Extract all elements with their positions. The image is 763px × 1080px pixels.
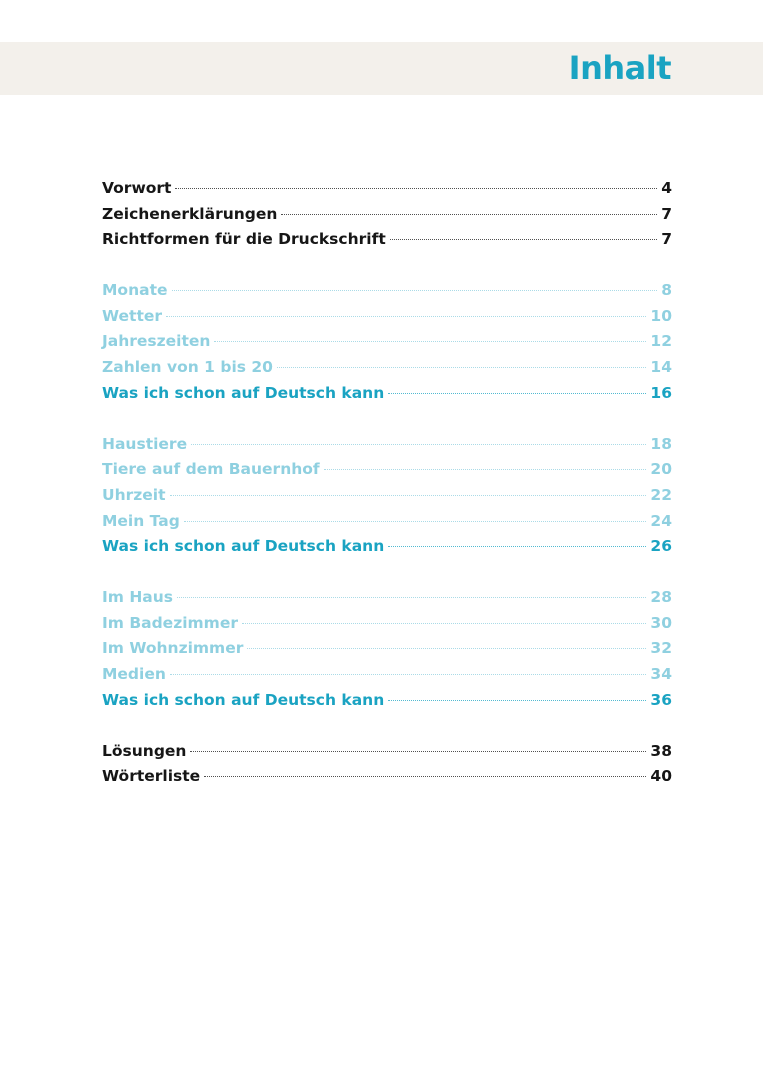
toc-entry-review[interactable] [102,381,672,407]
toc-entry-title: Im Haus [102,588,174,607]
toc-entry-page: 8 [661,281,672,300]
toc-group-back-matter [102,739,672,790]
toc-entry-title: Zeichenerklärungen [102,204,278,223]
toc-entry-title: Was ich schon auf Deutsch kann [102,690,385,709]
toc-entry-page: 18 [650,434,672,453]
toc-entry-page: 32 [650,639,672,658]
toc-entry[interactable] [102,611,672,637]
toc-entry-page: 7 [661,204,672,223]
toc-entry-page: 28 [650,588,672,607]
toc-dot-leader [191,444,646,445]
toc-group-front-matter [102,176,672,253]
page-title: Inhalt [568,49,671,87]
toc-dot-leader [390,239,657,240]
toc-entry-page: 14 [650,358,672,377]
toc-entry-page: 12 [650,332,672,351]
toc-entry-title: Lösungen [102,741,187,760]
toc-entry[interactable] [102,432,672,458]
toc-entry[interactable] [102,202,672,228]
toc-entry[interactable] [102,585,672,611]
toc-dot-leader [324,469,647,470]
toc-entry-title: Jahreszeiten [102,332,211,351]
toc-dot-leader [388,546,646,547]
toc-entry-title: Wörterliste [102,767,201,786]
toc-entry[interactable] [102,509,672,535]
toc-entry-page: 20 [650,460,672,479]
toc-dot-leader [204,776,646,777]
toc-dot-leader [170,495,647,496]
toc-entry-page: 16 [650,383,672,402]
toc-entry-title: Uhrzeit [102,485,166,504]
toc-dot-leader [242,623,646,624]
toc-entry[interactable] [102,636,672,662]
toc-entry-title: Zahlen von 1 bis 20 [102,358,273,377]
toc-dot-leader [281,214,657,215]
toc-entry-review[interactable] [102,688,672,714]
toc-entry[interactable] [102,483,672,509]
toc-entry-title: Im Wohnzimmer [102,639,244,658]
toc-entry-page: 7 [661,230,672,249]
toc-entry[interactable] [102,355,672,381]
toc-entry-title: Im Badezimmer [102,613,238,632]
toc-entry-title: Monate [102,281,168,300]
toc-entry-title: Medien [102,665,166,683]
toc-entry-title: Richtformen für die Druckschrift [102,230,386,249]
toc-entry-page: 24 [650,511,672,530]
toc-entry[interactable] [102,304,672,330]
toc-entry[interactable] [102,278,672,304]
toc-entry-title: Haustiere [102,434,188,453]
toc-dot-leader [177,597,646,598]
toc-entry-page: 40 [650,767,672,786]
toc-entry-review[interactable] [102,534,672,560]
toc-entry-title: Mein Tag [102,511,180,530]
toc-entry-title: Was ich schon auf Deutsch kann [102,537,385,556]
toc-entry-page: 22 [650,485,672,504]
toc-entry-page: 10 [650,306,672,325]
toc-entry-title: Wetter [102,306,163,325]
toc-entry[interactable] [102,662,672,688]
toc-dot-leader [214,341,646,342]
toc-dot-leader [277,367,646,368]
toc-dot-leader [166,316,646,317]
toc-entry-title: Was ich schon auf Deutsch kann [102,383,385,402]
toc-entry-title: Vorwort [102,179,172,197]
toc-entry-page: 26 [650,537,672,556]
toc-dot-leader [175,188,657,189]
toc-entry[interactable] [102,457,672,483]
toc-dot-leader [388,393,646,394]
toc-entry[interactable] [102,764,672,790]
toc-dot-leader [247,648,646,649]
toc-entry-page: 4 [661,179,672,197]
toc-entry-page: 38 [650,741,672,760]
toc-entry[interactable] [102,329,672,355]
table-of-contents [102,176,672,815]
toc-dot-leader [190,751,646,752]
toc-dot-leader [184,521,647,522]
toc-dot-leader [170,674,647,675]
toc-entry[interactable] [102,176,672,202]
toc-group-unit-1 [102,278,672,406]
toc-entry-page: 34 [650,665,672,683]
toc-entry[interactable] [102,739,672,765]
toc-group-unit-3 [102,585,672,713]
toc-dot-leader [388,700,646,701]
toc-entry-page: 30 [650,613,672,632]
toc-group-unit-2 [102,432,672,560]
toc-entry[interactable] [102,227,672,253]
toc-entry-title: Tiere auf dem Bauernhof [102,460,320,479]
toc-entry-page: 36 [650,690,672,709]
toc-dot-leader [172,290,658,291]
